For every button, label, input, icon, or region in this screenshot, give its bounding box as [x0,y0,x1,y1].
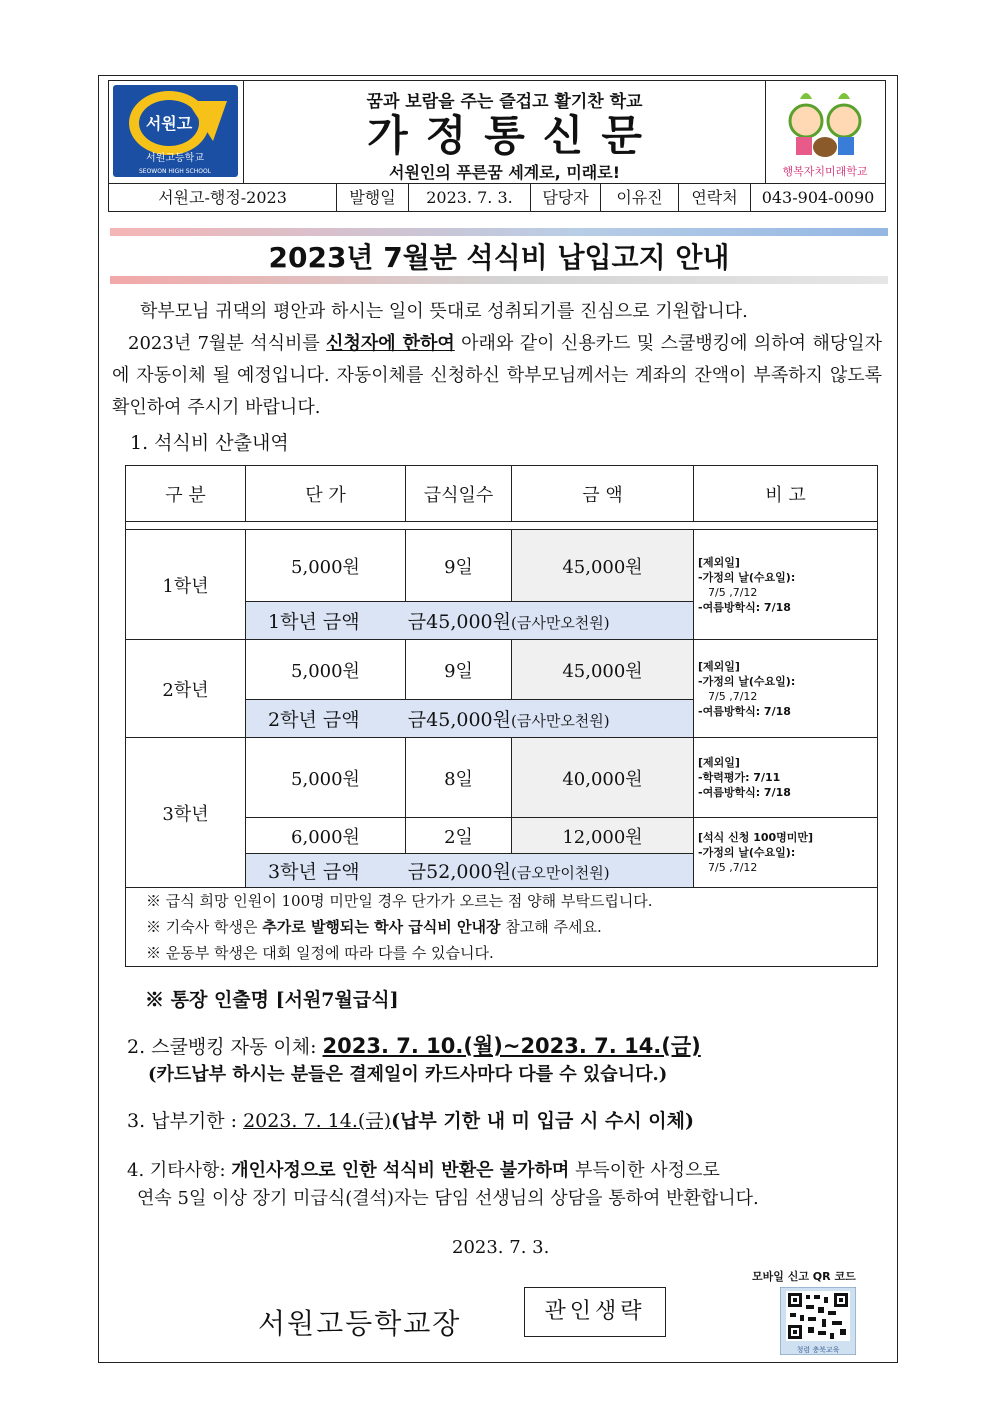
footnote-1: ※ 급식 희망 인원이 100명 미만일 경우 단가가 오르는 점 양해 부탁드립니다. [146,892,653,910]
table-footnotes-row [126,888,878,967]
section-3-deadline: 2023. 7. 14.(금) [243,1110,392,1132]
table-footnotes [126,888,878,967]
section-4-emphasis: 개인사정으로 인한 석식비 반환은 불가하며 [231,1160,570,1181]
section-3-line [127,1106,694,1133]
col-header-category: 구 분 [126,466,246,522]
intro-text-emphasis: 신청자에 한하여 [326,333,455,354]
grade-2-total-label: 2학년 금액 [268,709,360,731]
grade-1-total-amount: 금45,000원 [407,611,511,633]
seal-omitted-box: 관인생략 [524,1287,666,1337]
title-bar-bottom-stripe [110,276,888,284]
grade-2-amount: 45,000원 [512,640,694,700]
grade-2-days: 9일 [406,640,512,700]
grade-3-total-amount: 금52,000원 [407,861,511,883]
grade-3-total-label: 3학년 금액 [268,861,360,883]
section-4-line-2: 연속 5일 이상 장기 미급식(결석)자는 담임 선생님의 상담을 통하여 반환합니다. [137,1188,759,1209]
col-header-meal-days: 급식일수 [406,466,512,522]
grade-1-note-2: 7/5 ,7/12 [708,585,758,599]
grade-2-total-korean: (금사만오천원) [511,712,610,730]
grade-3-note-b-title: [석식 신청 100명미만] [698,831,814,844]
intro-line-1: 학부모님 귀댁의 평안과 하시는 일이 뜻대로 성취되기를 진심으로 기원합니다. [140,301,748,322]
doc-number: 서원고-행정-2023 [109,184,337,211]
table-header-row [126,466,878,522]
footnote-2-a: ※ 기숙사 학생은 [146,918,263,936]
issue-date-label: 발행일 [337,184,409,211]
grade-3-note-b-1: -가정의 날(수요일): [698,846,796,859]
grade-2-label: 2학년 [126,640,246,738]
grade-1-days: 9일 [406,530,512,602]
qr-code [780,1287,856,1355]
grade-2-note-2: 7/5 ,7/12 [708,689,758,703]
grade-3-note-b-2: 7/5 ,7/12 [708,861,758,874]
grade-1-note-3: -여름방학식: 7/18 [698,600,791,614]
issue-date: 2023. 7. 3. [409,184,531,211]
grade-1-total-korean: (금사만오천원) [511,614,610,632]
grade-3-note-2: -여름방학식: 7/18 [698,786,791,799]
section-2-subnote: (카드납부 하시는 분들은 결제일이 카드사마다 다를 수 있습니다.) [148,1064,668,1085]
section-2-line [127,1030,701,1060]
grade-3-total-korean: (금오만이천원) [511,864,610,882]
grade-1-note-title: [제외일] [698,555,740,569]
section-4-tail: 부득이한 사정으로 [569,1160,720,1181]
section-2-period: 2023. 7. 10.(월)~2023. 7. 14.(금) [322,1034,701,1058]
staff-name: 이유진 [601,184,679,211]
grade-2-total [246,700,694,738]
grade-3-note-title: [제외일] [698,756,740,769]
intro-paragraph [112,328,882,424]
contact-label: 연락처 [679,184,751,211]
staff-label: 담당자 [531,184,601,211]
grade-1-remarks [694,530,878,640]
grade-2-note-1: -가정의 날(수요일): [698,674,796,688]
grade-1-total [246,602,694,640]
grade-1-total-label: 1학년 금액 [268,611,360,633]
grade-3-label: 3학년 [126,738,246,888]
footnote-3: ※ 운동부 학생은 대회 일정에 따라 다를 수 있습니다. [146,944,494,962]
newsletter-header [108,80,886,184]
grade-3-amount-2: 12,000원 [512,818,694,854]
qr-label: 모바일 신고 QR 코드 [752,1270,856,1283]
qr-caption: 청렴 충북교육 [796,1346,840,1354]
grade-2-price: 5,000원 [246,640,406,700]
footnote-2-emphasis: 추가로 발행되는 학사 급식비 안내장 [262,918,501,936]
grade-3-days-2: 2일 [406,818,512,854]
grade-3-days: 8일 [406,738,512,818]
footnote-2 [146,914,877,940]
intro-text-c: 아래와 같이 신용카드 및 스쿨뱅킹에 의하여 해당일자에 자동이체 될 예정입니다. 자동이체를 신청하신 학부모님께서는 계좌의 잔액이 부족하지 않도록 확인하여 주시기 바랍니다. [112,333,882,418]
future-school-caption: 행복자치미래학교 [782,165,868,178]
table-row [126,530,878,602]
newsletter-title: 가정통신문 [367,111,660,160]
footnote-2-c: 참고해 주세요. [500,918,602,936]
contact-number: 043-904-0090 [761,188,875,207]
intro-text-a: 2023년 7월분 석식비를 [128,333,327,354]
grade-3-remarks-2 [694,818,878,888]
title-bar-top-stripe [110,228,888,236]
notice-date: 2023. 7. 3. [452,1237,550,1258]
grade-1-label: 1학년 [126,530,246,640]
col-header-unit-price: 단 가 [246,466,406,522]
section-4-label: 4. 기타사항: [127,1160,232,1181]
section-2-label: 2. 스쿨뱅킹 자동 이체: [127,1036,323,1058]
grade-2-total-amount: 금45,000원 [407,709,511,731]
bank-withdrawal-name: ※ 통장 인출명 [서원7월급식] [145,989,399,1011]
section-4-line-1 [127,1156,720,1182]
grade-2-note-title: [제외일] [698,659,740,673]
section-3-tail: (납부 기한 내 미 입금 시 수시 이체) [391,1110,694,1132]
school-motto: 서원인의 푸른꿈 세계로, 미래로! [388,163,620,182]
grade-1-note-1: -가정의 날(수요일): [698,570,796,584]
school-slogan: 꿈과 보람을 주는 즐겁고 활기찬 학교 [366,92,643,112]
grade-3-total [246,854,694,888]
col-header-amount: 금 액 [512,466,694,522]
grade-3-price-2: 6,000원 [246,818,406,854]
grade-1-amount: 45,000원 [512,530,694,602]
grade-2-note-3: -여름방학식: 7/18 [698,704,791,718]
section-3-label: 3. 납부기한 : [127,1110,244,1132]
grade-3-amount: 40,000원 [512,738,694,818]
table-row [126,640,878,700]
school-logo-caption-en: SEOWON HIGH SCHOOL [138,168,212,175]
section-1-heading: 1. 석식비 산출내역 [130,432,289,454]
table-row [126,738,878,818]
grade-2-remarks [694,640,878,738]
document-info-row [108,184,886,212]
principal-name: 서원고등학교장 [258,1307,462,1340]
col-header-remarks: 비 고 [694,466,878,522]
school-logo [109,81,244,183]
grade-3-price: 5,000원 [246,738,406,818]
grade-1-price: 5,000원 [246,530,406,602]
school-logo-caption: 서원고등학교 [146,153,204,164]
school-logo-text: 서원고 [145,114,193,133]
notice-title: 2023년 7월분 석식비 납입고지 안내 [268,241,730,274]
grade-3-remarks [694,738,878,818]
future-school-logo [765,81,885,183]
grade-3-note-1: -학력평가: 7/11 [698,771,781,784]
fee-table [125,465,878,967]
